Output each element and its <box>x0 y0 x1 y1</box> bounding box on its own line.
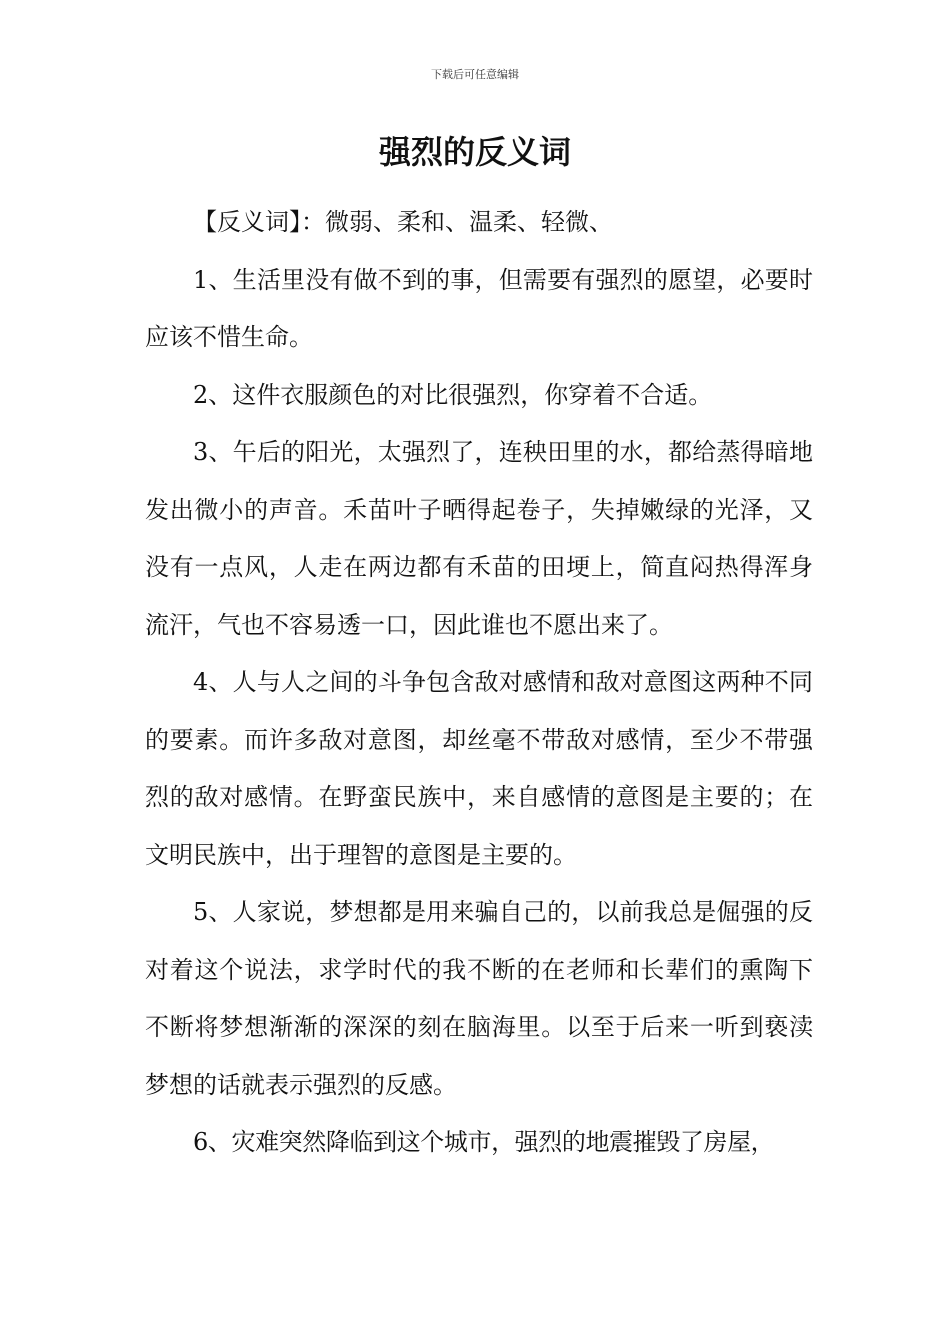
example-sentence-1: 1、生活里没有做不到的事，但需要有强烈的愿望，必要时应该不惜生命。 <box>145 265 813 351</box>
example-sentence-2: 2、这件衣服颜色的对比很强烈，你穿着不合适。 <box>193 380 713 409</box>
example-sentence-3: 3、午后的阳光，太强烈了，连秧田里的水，都给蒸得暗地发出微小的声音。禾苗叶子晒得起卷子，失掉嫩绿的光泽，又没有一点风，人走在两边都有禾苗的田埂上，简直闷热得浑身流汗，气也不容易透一口，因此谁也不愿出来了。 <box>145 438 813 639</box>
document-body <box>145 194 813 1172</box>
antonyms-line: 【反义词】：微弱、柔和、温柔、轻微、 <box>193 208 613 236</box>
document-title: 强烈的反义词 <box>378 133 571 171</box>
header-note: 下载后可任意编辑 <box>431 68 519 81</box>
example-sentence-5: 5、人家说，梦想都是用来骗自己的，以前我总是倔强的反对着这个说法，求学时代的我不断的在老师和长辈们的熏陶下不断将梦想渐渐的深深的刻在脑海里。以至于后来一听到亵渎梦想的话就表示强烈的反感。 <box>145 898 813 1099</box>
example-sentence-6: 6、灾难突然降临到这个城市，强烈的地震摧毁了房屋， <box>193 1128 775 1156</box>
example-sentence-4: 4、人与人之间的斗争包含敌对感情和敌对意图这两种不同的要素。而许多敌对意图，却丝毫不带敌对感情，至少不带强烈的敌对感情。在野蛮民族中，来自感情的意图是主要的；在文明民族中，出于理智的意图是主要的。 <box>145 668 813 869</box>
